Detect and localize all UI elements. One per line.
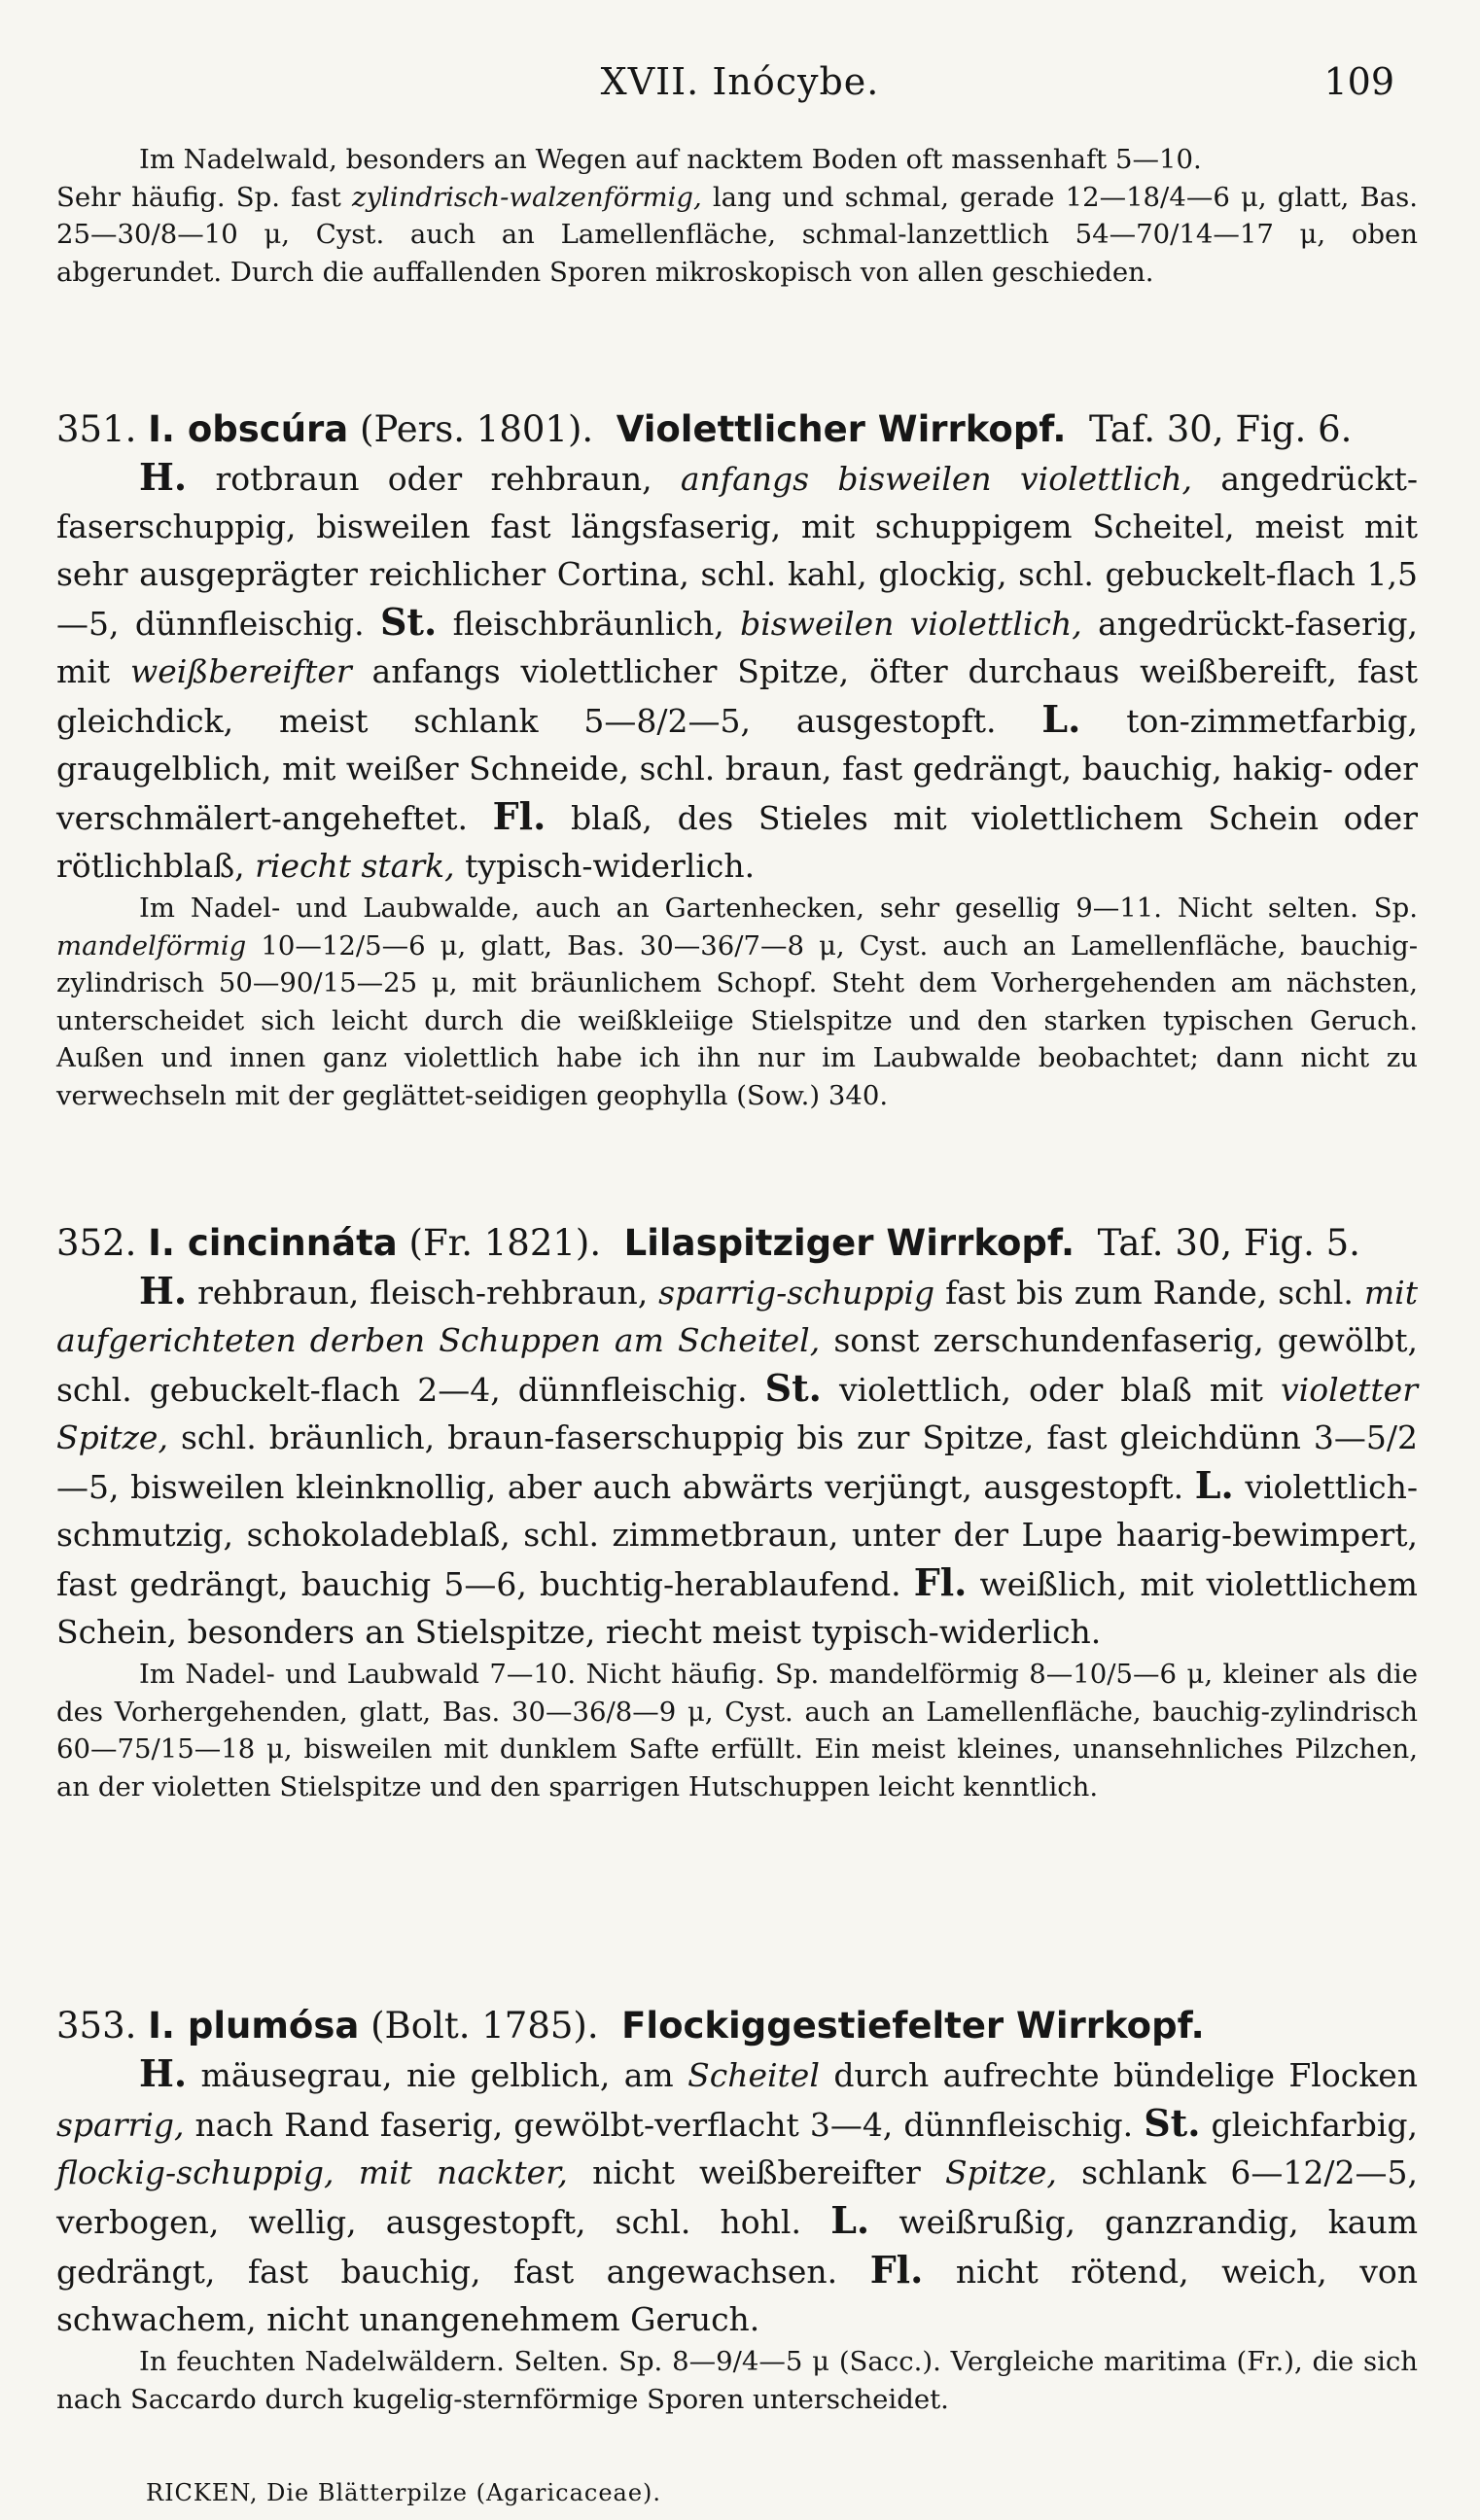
hat-text: mäusegrau, nie gelblich, am bbox=[200, 2056, 674, 2094]
common-name: Lilaspitziger Wirrkopf. bbox=[623, 1222, 1075, 1264]
prev-habitat: Im Nadelwald, besonders an Wegen auf nacktem Boden oft massenhaft 5—10. bbox=[139, 144, 1202, 175]
stem-text-cont: schl. bräunlich, braun-faserschuppig bis zur Spitze, fast gleichdünn 3—5/2—5, bisweilen kleinknollig, aber auch abwärts verjüngt, ausgestopft. bbox=[56, 1418, 1419, 1506]
entry-number: 352. bbox=[56, 1222, 137, 1264]
page-header bbox=[0, 60, 1480, 109]
notes-text-cont: 10—12/5—6 μ, glatt, Bas. 30—36/7—8 μ, Cyst. auch an Lamellenfläche, bauchig-zylindrisch 50—90/15—25 μ, mit bräunlichem Schopf. Steht dem Vorhergehenden am nächsten, unterscheidet sich leicht durch die weißkleiige Stielspitze und den starken typischen Geruch. Außen und innen ganz violettlich habe ich ihn nur im Laubwalde beobachtet; dann nicht zu verwechseln mit der geglättet-seidigen geophylla (Sow.) 340. bbox=[56, 929, 1418, 1111]
entry-352 bbox=[56, 1220, 1418, 1805]
hat-italic: sparrig-schuppig bbox=[658, 1274, 935, 1312]
hat-text: rotbraun oder rehbraun, bbox=[215, 460, 652, 498]
prev-spores bbox=[56, 179, 1418, 292]
notes-italic: mandelförmig bbox=[56, 929, 247, 962]
species-notes: Im Nadel- und Laubwald 7—10. Nicht häufig. Sp. mandelförmig 8—10/5—6 μ, kleiner als die des Vorhergehenden, glatt, Bas. 30—36/8—9 μ, Cyst. auch an Lamellenfläche, bauchig-zylindrisch 60—75/15—18 μ, bisweilen mit dunklem Safte erfüllt. Ein meist kleines, unansehnliches Pilzchen, an der violetten Stielspitze und den sparrigen Hutschuppen leicht kenntlich. bbox=[56, 1659, 1418, 1802]
flesh-text: nicht rötend, weich, von schwachem, nicht unangenehmem Geruch. bbox=[56, 2253, 1418, 2338]
gills-text: violettlich-schmutzig, schokoladeblaß, schl. zimmetbraun, unter der Lupe haarig-bewimpert, fast gedrängt, bauchig 5—6, buchtig-herablaufend. bbox=[56, 1468, 1418, 1603]
prev-entry-notes bbox=[56, 141, 1418, 291]
hat-text: rehbraun, fleisch-rehbraun, bbox=[197, 1274, 649, 1312]
notes-text: Im Nadel- und Laubwalde, auch an Gartenhecken, sehr gesellig 9—11. Nicht selten. Sp. bbox=[139, 892, 1418, 924]
stem-text: gleichfarbig, bbox=[1211, 2106, 1418, 2144]
flesh-text: blaß, des Stieles mit violettlichem Schein oder rötlichblaß, bbox=[56, 799, 1418, 885]
gills-label: L. bbox=[830, 2198, 870, 2242]
entry-number: 351. bbox=[56, 408, 137, 450]
entry-353 bbox=[56, 2003, 1418, 2418]
stem-italic-2: Spitze, bbox=[944, 2153, 1057, 2191]
species-name: I. plumósa bbox=[148, 2005, 360, 2047]
stem-text: violettlich, oder blaß mit bbox=[838, 1371, 1263, 1409]
page-footer: RICKEN, Die Blätterpilze (Agaricaceae). bbox=[146, 2479, 662, 2506]
flesh-text-end: typisch-widerlich. bbox=[465, 847, 756, 885]
prev-spores-shape: zylindrisch-walzenförmig, bbox=[352, 181, 702, 213]
species-name: I. cincinnáta bbox=[148, 1222, 398, 1264]
species-author: (Bolt. 1785). bbox=[370, 2005, 599, 2047]
hat-text-end: nach Rand faserig, gewölbt-verflacht 3—4, dünnfleischig. bbox=[194, 2106, 1134, 2144]
common-name: Violettlicher Wirrkopf. bbox=[616, 408, 1067, 450]
gills-label: L. bbox=[1194, 1463, 1234, 1507]
entry-heading bbox=[56, 1220, 1418, 1267]
flesh-italic: riecht stark, bbox=[255, 847, 455, 885]
prev-spores-details: lang und schmal, gerade 12—18/4—6 μ, glatt, Bas. 25—30/8—10 μ, Cyst. auch an Lamellenfläche, schmal-lanzettlich 54—70/14—17 μ, oben abgerundet. Durch die auffallenden Sporen mikroskopisch von allen geschieden. bbox=[56, 181, 1418, 288]
entry-351 bbox=[56, 406, 1418, 1114]
common-name: Flockiggestiefelter Wirrkopf. bbox=[621, 2005, 1205, 2047]
species-description bbox=[56, 1267, 1418, 1656]
stem-text-end: anfangs violettlicher Spitze, öfter durchaus weißbereift, fast gleichdick, meist schlank 5—8/2—5, ausgestopft. bbox=[56, 652, 1418, 740]
species-description bbox=[56, 453, 1418, 890]
hat-text-cont: durch aufrechte bündelige Flocken bbox=[833, 2056, 1418, 2094]
stem-text-cont: angedrückt-faserig, mit bbox=[56, 605, 1418, 690]
species-author: (Pers. 1801). bbox=[360, 408, 594, 450]
flesh-label: Fl. bbox=[869, 2248, 924, 2292]
page-number: 109 bbox=[1323, 60, 1394, 103]
hat-label: H. bbox=[139, 455, 188, 499]
hat-italic: anfangs bisweilen violettlich, bbox=[680, 460, 1193, 498]
stem-label: St. bbox=[1144, 2101, 1201, 2145]
entry-heading bbox=[56, 406, 1418, 453]
hat-italic-2: mit aufgerichteten derben Schuppen am Scheitel, bbox=[56, 1274, 1418, 1359]
plate-ref: Taf. 30, Fig. 5. bbox=[1097, 1222, 1360, 1264]
stem-label: St. bbox=[379, 600, 438, 644]
flesh-text: weißlich, mit violettlichem Schein, besonders an Stielspitze, riecht meist typisch-widerlich. bbox=[56, 1565, 1418, 1651]
entry-heading bbox=[56, 2003, 1418, 2049]
hat-text-cont: angedrückt-faserschuppig, bisweilen fast längsfaserig, mit schuppigem Scheitel, meist mit sehr ausgeprägter reichlicher Cortina, schl. kahl, glockig, schl. gebuckelt-flach 1,5—5, dünnfleischig. bbox=[56, 460, 1418, 643]
stem-italic-2: weißbereifter bbox=[129, 652, 352, 690]
stem-text: fleischbräunlich, bbox=[452, 605, 724, 643]
gills-text: ton-zimmetfarbig, graugelblich, mit weißer Schneide, schl. braun, fast gedrängt, bauchig, hakig- oder verschmälert-angeheftet. bbox=[56, 702, 1418, 837]
stem-italic: bisweilen violettlich, bbox=[740, 605, 1082, 643]
hat-text-cont: fast bis zum Rande, schl. bbox=[945, 1274, 1354, 1312]
hat-label: H. bbox=[139, 1269, 188, 1312]
entry-number: 353. bbox=[56, 2005, 137, 2047]
stem-text-cont: nicht weißbereifter bbox=[592, 2153, 921, 2191]
stem-italic: flockig-schuppig, mit nackter, bbox=[56, 2153, 568, 2191]
hat-label: H. bbox=[139, 2051, 188, 2095]
hat-italic: Scheitel bbox=[687, 2056, 820, 2094]
species-notes: In feuchten Nadelwäldern. Selten. Sp. 8—9/4—5 μ (Sacc.). Vergleiche maritima (Fr.), die sich nach Saccardo durch kugelig-sternförmige Sporen unterscheidet. bbox=[56, 2346, 1418, 2415]
plate-ref: Taf. 30, Fig. 6. bbox=[1088, 408, 1353, 450]
stem-label: St. bbox=[764, 1366, 822, 1410]
hat-italic-2: sparrig, bbox=[56, 2106, 185, 2144]
running-title: XVII. Inócybe. bbox=[600, 60, 880, 103]
prev-spores-text: Sehr häufig. Sp. fast bbox=[56, 181, 341, 213]
flesh-label: Fl. bbox=[913, 1560, 968, 1604]
species-name: I. obscúra bbox=[148, 408, 349, 450]
stem-italic: violetter Spitze, bbox=[56, 1371, 1418, 1456]
hat-text-end: sonst zerschundenfaserig, gewölbt, schl. gebuckelt-flach 2—4, dünnfleischig. bbox=[56, 1321, 1418, 1409]
flesh-label: Fl. bbox=[492, 794, 546, 838]
species-author: (Fr. 1821). bbox=[408, 1222, 602, 1264]
gills-label: L. bbox=[1041, 697, 1081, 741]
stem-text-end: schlank 6—12/2—5, verbogen, wellig, ausgestopft, schl. hohl. bbox=[56, 2153, 1419, 2241]
species-description bbox=[56, 2049, 1418, 2343]
gills-text: weißrußig, ganzrandig, kaum gedrängt, fast bauchig, fast angewachsen. bbox=[56, 2203, 1418, 2291]
species-notes bbox=[56, 890, 1418, 1114]
